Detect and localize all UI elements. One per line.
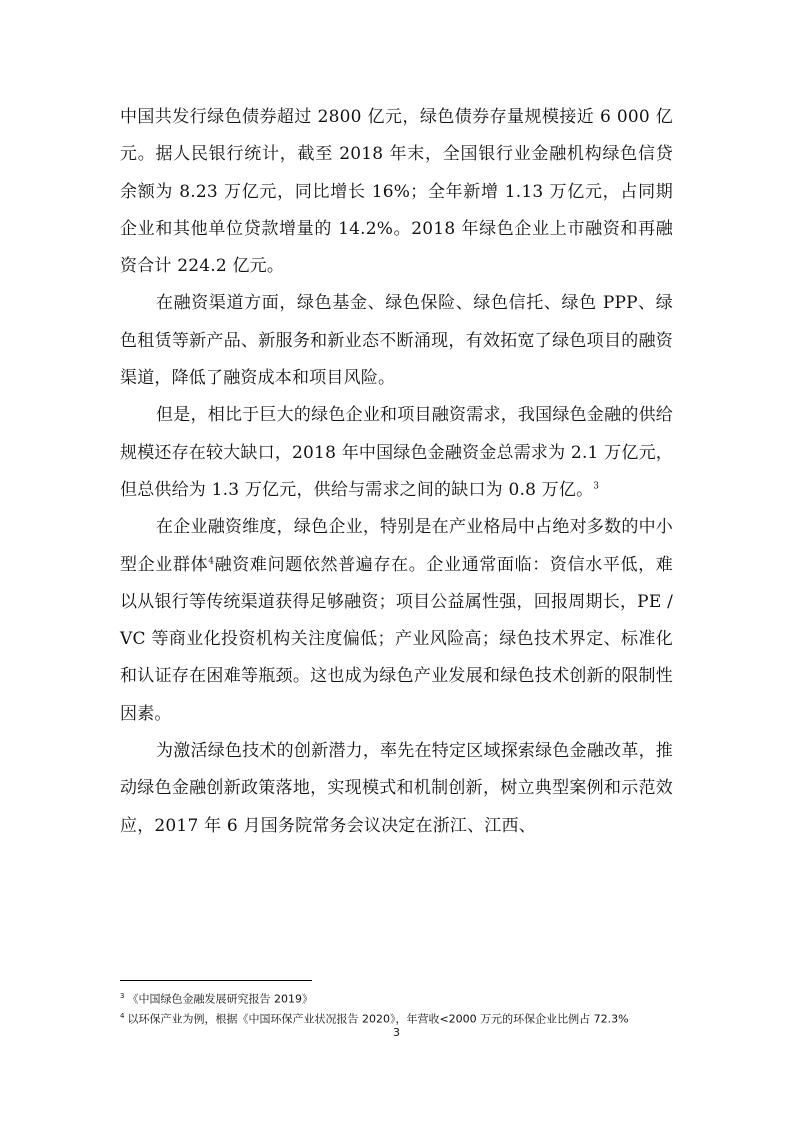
paragraph-enterprise-financing [120, 509, 673, 733]
body-text [120, 99, 673, 845]
paragraph-enterprise-financing-text-a: 在企业融资维度，绿色企业，特别是在产业格局中占绝对多数的中小型企业群体 [120, 517, 673, 575]
footnote-ref-3: 3 [593, 481, 600, 492]
paragraph-supply-gap [120, 397, 673, 509]
page-number: 3 [393, 1026, 400, 1039]
paragraph-financing-channels: 在融资渠道方面，绿色基金、绿色保险、绿色信托、绿色 PPP、绿色租赁等新产品、新服务和新业态不断涌现，有效拓宽了绿色项目的融资渠道，降低了融资成本和项目风险。 [120, 293, 673, 389]
footnote-3-text: 《中国绿色金融发展研究报告 2019》 [127, 992, 313, 1006]
footnotes [120, 988, 680, 1027]
paragraph-pilot-zones: 为激活绿色技术的创新潜力，率先在特定区域探索绿色金融改革，推动绿色金融创新政策落地，实现模式和机制创新，树立典型案例和示范效应，2017 年 6 月国务院常务会议决定在浙江、江西、 [120, 741, 673, 836]
paragraph-supply-gap-text: 但是，相比于巨大的绿色企业和项目融资需求，我国绿色金融的供给规模还存在较大缺口，2018 年中国绿色金融资金总需求为 2.1 万亿元，但总供给为 1.3 万亿元，供给与需求之间的缺口为 0.8 万亿。 [120, 405, 673, 500]
footnote-separator [120, 980, 312, 981]
footnote-4-text: 以环保产业为例，根据《中国环保产业状况报告 2020》，年营收<2000 万元的环保企业比例占 72.3% [127, 1012, 629, 1026]
footnote-4-number: 4 [120, 1011, 125, 1020]
footnote-ref-4: 4 [208, 555, 215, 566]
footnote-4 [120, 1008, 680, 1028]
paragraph-enterprise-financing-text-b: 融资难问题依然普遍存在。企业通常面临：资信水平低，难以从银行等传统渠道获得足够融资；项目公益属性强，回报周期长，PE / VC 等商业化投资机构关注度偏低；产业风险高；绿色技术界定、标准化和认证存在困难等瓶颈。这也成为绿色产业发展和绿色技术创新的限制性因素。 [120, 554, 674, 724]
footnote-3-number: 3 [120, 992, 125, 1000]
footnote-3 [120, 988, 680, 1008]
paragraph-bond-and-credit-stats: 中国共发行绿色债券超过 2800 亿元，绿色债券存量规模接近 6 000 亿元。据人民银行统计，截至 2018 年末，全国银行业金融机构绿色信贷余额为 8.23 万亿元，同比增长 16%；全年新增 1.13 万亿元，占同期企业和其他单位贷款增量的 14.2%。2018 年绿色企业上市融资和再融资合计 224.2 亿元。 [120, 107, 673, 277]
